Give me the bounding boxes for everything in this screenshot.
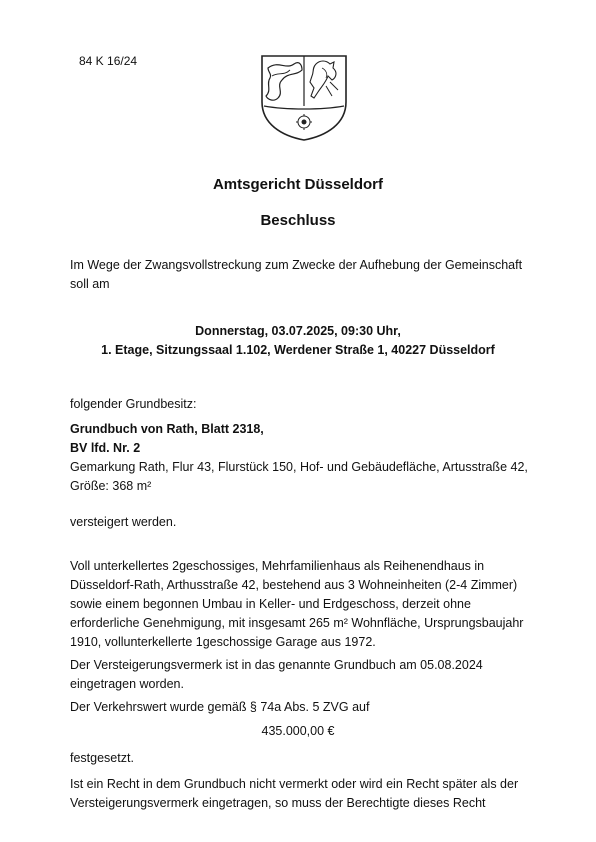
auction-date: Donnerstag, 03.07.2025, 09:30 Uhr,	[195, 324, 401, 338]
vermerk-line-1: Der Versteigerungsvermerk ist in das genannte Grundbuch am 05.08.2024	[70, 658, 483, 672]
gemarkung-line-1: Gemarkung Rath, Flur 43, Flurstück 150, Hof- und Gebäudefläche, Artusstraße 42,	[70, 460, 528, 474]
coat-of-arms-icon	[256, 46, 352, 142]
description-line-2: Düsseldorf-Rath, Arthusstraße 42, bestehend aus 3 Wohneinheiten (2-4 Zimmer)	[70, 578, 518, 592]
document-type: Beschluss	[260, 212, 336, 229]
intro-line-1: Im Wege der Zwangsvollstreckung zum Zwecke der Aufhebung der Gemeinschaft	[70, 258, 523, 272]
description-line-4: erforderliche Genehmigung, mit insgesamt 265 m² Wohnfläche, Ursprungsbaujahr	[70, 616, 524, 630]
versteigert-text: versteigert werden.	[70, 515, 177, 529]
court-name: Amtsgericht Düsseldorf	[212, 176, 384, 193]
recht-line-2: Versteigerungsvermerk eingetragen, so muss der Berechtigte dieses Recht	[70, 796, 486, 810]
case-number: 84 K 16/24	[79, 54, 138, 68]
gemarkung-line-2: Größe: 368 m²	[70, 479, 152, 493]
verkehrswert-text: Der Verkehrswert wurde gemäß § 74a Abs. 5 ZVG auf	[70, 700, 370, 714]
bv-number: BV lfd. Nr. 2	[70, 441, 141, 455]
festgesetzt-text: festgesetzt.	[70, 751, 134, 765]
description-line-1: Voll unterkellertes 2geschossiges, Mehrfamilienhaus als Reihenendhaus in	[70, 559, 485, 573]
grundbuch-entry: Grundbuch von Rath, Blatt 2318,	[70, 422, 264, 436]
description-line-3: sowie einem begonnen Umbau in Keller- und Erdgeschoss, derzeit ohne	[70, 597, 471, 611]
description-line-5: 1910, vollunterkellerte 1geschossige Garage aus 1972.	[70, 635, 376, 649]
verkehrswert-amount: 435.000,00 €	[261, 724, 335, 738]
recht-line-1: Ist ein Recht in dem Grundbuch nicht vermerkt oder wird ein Recht später als der	[70, 777, 519, 791]
intro-line-2: soll am	[70, 277, 110, 291]
vermerk-line-2: eingetragen worden.	[70, 677, 184, 691]
property-label: folgender Grundbesitz:	[70, 397, 197, 411]
auction-location: 1. Etage, Sitzungssaal 1.102, Werdener Straße 1, 40227 Düsseldorf	[101, 343, 495, 357]
